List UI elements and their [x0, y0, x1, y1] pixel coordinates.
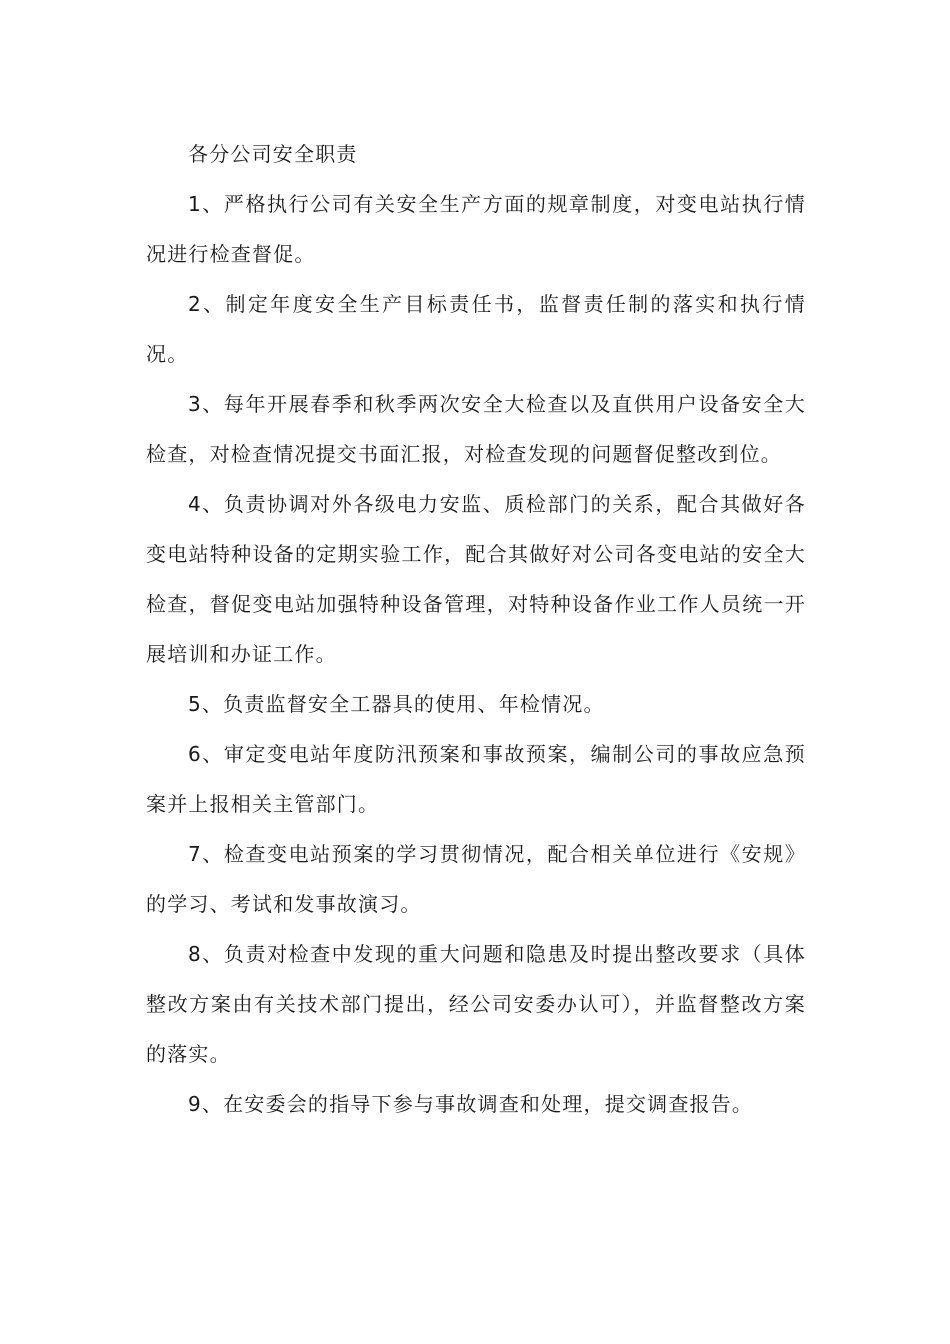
paragraph-1: 1、严格执行公司有关安全生产方面的规章制度，对变电站执行情况进行检查督促。	[146, 192, 806, 266]
document-title: 各分公司安全职责	[188, 142, 358, 166]
paragraph-6: 6、审定变电站年度防汛预案和事故预案，编制公司的事故应急预案并上报相关主管部门。	[146, 742, 806, 816]
document-body	[146, 129, 806, 1129]
paragraph-4: 4、负责协调对外各级电力安监、质检部门的关系，配合其做好各变电站特种设备的定期实验工作，配合其做好对公司各变电站的安全大检查，督促变电站加强特种设备管理，对特种设备作业工作人员统一开展培训和办证工作。	[146, 492, 806, 666]
paragraph-8: 8、负责对检查中发现的重大问题和隐患及时提出整改要求（具体整改方案由有关技术部门提出，经公司安委办认可），并监督整改方案的落实。	[146, 942, 806, 1066]
paragraph-3: 3、每年开展春季和秋季两次安全大检查以及直供用户设备安全大检查，对检查情况提交书面汇报，对检查发现的问题督促整改到位。	[146, 392, 806, 466]
paragraph-2: 2、制定年度安全生产目标责任书，监督责任制的落实和执行情况。	[146, 292, 806, 366]
paragraph-5: 5、负责监督安全工器具的使用、年检情况。	[188, 692, 605, 716]
paragraph-7: 7、检查变电站预案的学习贯彻情况，配合相关单位进行《安规》的学习、考试和发事故演习。	[146, 842, 806, 916]
paragraph-9: 9、在安委会的指导下参与事故调查和处理，提交调查报告。	[188, 1092, 754, 1116]
